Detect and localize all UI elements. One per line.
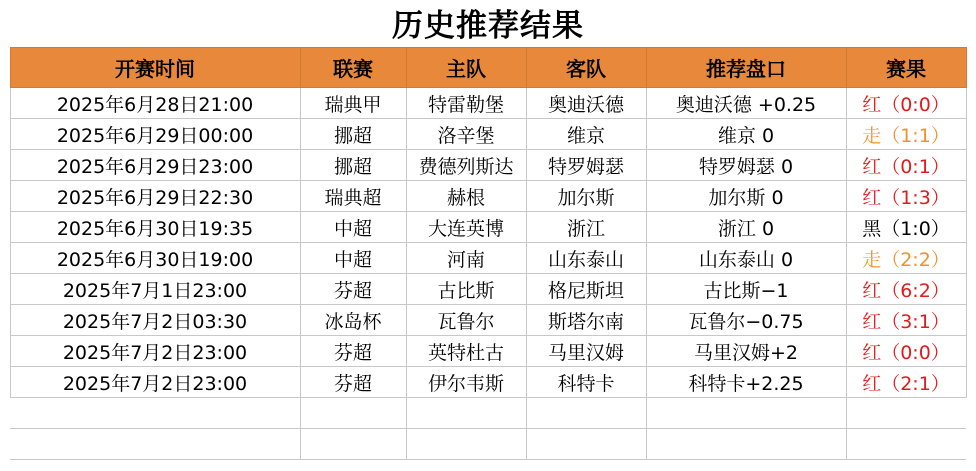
- cell-empty: [406, 398, 526, 429]
- result-score: （6:2）: [881, 279, 950, 302]
- result-score: （1:0）: [881, 217, 950, 240]
- cell-empty: [646, 398, 846, 429]
- cell-home-team: 费德列斯达: [406, 150, 526, 181]
- result-label: 红: [862, 372, 882, 395]
- page-title: 历史推荐结果: [392, 8, 584, 44]
- cell-league: 瑞典超: [300, 181, 406, 212]
- table-row: [10, 243, 966, 274]
- column-header-away-team: 客队: [526, 48, 646, 88]
- cell-result: [846, 212, 966, 243]
- cell-time: 2025年7月2日23:00: [10, 336, 300, 367]
- cell-empty: [300, 398, 406, 429]
- result-label: 红: [862, 155, 882, 178]
- cell-away-team: 斯塔尔南: [526, 305, 646, 336]
- cell-empty: [300, 429, 406, 460]
- cell-recommendation: 瓦鲁尔−0.75: [646, 305, 846, 336]
- cell-time: 2025年7月2日23:00: [10, 367, 300, 398]
- result-score: （0:1）: [881, 155, 950, 178]
- cell-time: 2025年7月1日23:00: [10, 274, 300, 305]
- cell-league: 芬超: [300, 336, 406, 367]
- history-results-table: [10, 47, 967, 460]
- cell-away-team: 山东泰山: [526, 243, 646, 274]
- table-row-empty: [10, 398, 966, 429]
- cell-league: 中超: [300, 243, 406, 274]
- cell-recommendation: 奥迪沃德 +0.25: [646, 88, 846, 119]
- table-row-empty: [10, 429, 966, 460]
- cell-time: 2025年6月28日21:00: [10, 88, 300, 119]
- result-label: 黑: [862, 217, 882, 240]
- table-row: [10, 305, 966, 336]
- cell-away-team: 加尔斯: [526, 181, 646, 212]
- cell-time: 2025年6月29日23:00: [10, 150, 300, 181]
- cell-result: [846, 336, 966, 367]
- cell-time: 2025年6月30日19:00: [10, 243, 300, 274]
- cell-result: [846, 181, 966, 212]
- cell-result: [846, 274, 966, 305]
- result-score: （3:1）: [881, 310, 950, 333]
- cell-home-team: 特雷勒堡: [406, 88, 526, 119]
- cell-home-team: 古比斯: [406, 274, 526, 305]
- result-score: （2:1）: [881, 372, 950, 395]
- cell-empty: [10, 398, 300, 429]
- cell-time: 2025年7月2日03:30: [10, 305, 300, 336]
- table-row: [10, 150, 966, 181]
- cell-league: 瑞典甲: [300, 88, 406, 119]
- result-label: 红: [862, 279, 882, 302]
- cell-empty: [646, 429, 846, 460]
- cell-recommendation: 特罗姆瑟 0: [646, 150, 846, 181]
- cell-recommendation: 浙江 0: [646, 212, 846, 243]
- cell-away-team: 马里汉姆: [526, 336, 646, 367]
- table-row: [10, 367, 966, 398]
- table-header: [10, 48, 966, 88]
- cell-away-team: 维京: [526, 119, 646, 150]
- cell-result: [846, 119, 966, 150]
- result-score: （0:0）: [881, 341, 950, 364]
- cell-result: [846, 367, 966, 398]
- table-body: [10, 88, 966, 460]
- cell-result: [846, 88, 966, 119]
- table-row: [10, 88, 966, 119]
- cell-empty: [526, 429, 646, 460]
- cell-away-team: 科特卡: [526, 367, 646, 398]
- result-label: 红: [862, 93, 882, 116]
- cell-result: [846, 305, 966, 336]
- cell-away-team: 格尼斯坦: [526, 274, 646, 305]
- table-row: [10, 274, 966, 305]
- cell-result: [846, 150, 966, 181]
- cell-recommendation: 山东泰山 0: [646, 243, 846, 274]
- cell-empty: [526, 398, 646, 429]
- result-score: （2:2）: [881, 248, 950, 271]
- cell-empty: [406, 429, 526, 460]
- table-row: [10, 212, 966, 243]
- result-score: （0:0）: [881, 93, 950, 116]
- cell-away-team: 奥迪沃德: [526, 88, 646, 119]
- cell-time: 2025年6月29日22:30: [10, 181, 300, 212]
- cell-recommendation: 维京 0: [646, 119, 846, 150]
- column-header-result: 赛果: [846, 48, 966, 88]
- cell-recommendation: 古比斯−1: [646, 274, 846, 305]
- cell-home-team: 洛辛堡: [406, 119, 526, 150]
- cell-league: 挪超: [300, 150, 406, 181]
- cell-away-team: 浙江: [526, 212, 646, 243]
- cell-empty: [846, 398, 966, 429]
- table-row: [10, 336, 966, 367]
- result-label: 走: [862, 124, 882, 147]
- result-score: （1:3）: [881, 186, 950, 209]
- result-score: （1:1）: [881, 124, 950, 147]
- result-label: 走: [862, 248, 882, 271]
- column-header-home-team: 主队: [406, 48, 526, 88]
- column-header-recommendation: 推荐盘口: [646, 48, 846, 88]
- cell-home-team: 伊尔韦斯: [406, 367, 526, 398]
- cell-league: 挪超: [300, 119, 406, 150]
- result-label: 红: [862, 341, 882, 364]
- cell-time: 2025年6月29日00:00: [10, 119, 300, 150]
- cell-home-team: 赫根: [406, 181, 526, 212]
- cell-result: [846, 243, 966, 274]
- cell-time: 2025年6月30日19:35: [10, 212, 300, 243]
- cell-recommendation: 加尔斯 0: [646, 181, 846, 212]
- cell-home-team: 瓦鲁尔: [406, 305, 526, 336]
- table-row: [10, 181, 966, 212]
- result-label: 红: [862, 186, 882, 209]
- cell-league: 芬超: [300, 274, 406, 305]
- column-header-league: 联赛: [300, 48, 406, 88]
- column-header-time: 开赛时间: [10, 48, 300, 88]
- cell-league: 冰岛杯: [300, 305, 406, 336]
- cell-away-team: 特罗姆瑟: [526, 150, 646, 181]
- cell-home-team: 英特杜古: [406, 336, 526, 367]
- cell-home-team: 大连英博: [406, 212, 526, 243]
- table-header-row: [10, 48, 966, 88]
- cell-recommendation: 科特卡+2.25: [646, 367, 846, 398]
- cell-empty: [846, 429, 966, 460]
- cell-recommendation: 马里汉姆+2: [646, 336, 846, 367]
- cell-league: 芬超: [300, 367, 406, 398]
- cell-league: 中超: [300, 212, 406, 243]
- table-row: [10, 119, 966, 150]
- cell-home-team: 河南: [406, 243, 526, 274]
- cell-empty: [10, 429, 300, 460]
- result-label: 红: [862, 310, 882, 333]
